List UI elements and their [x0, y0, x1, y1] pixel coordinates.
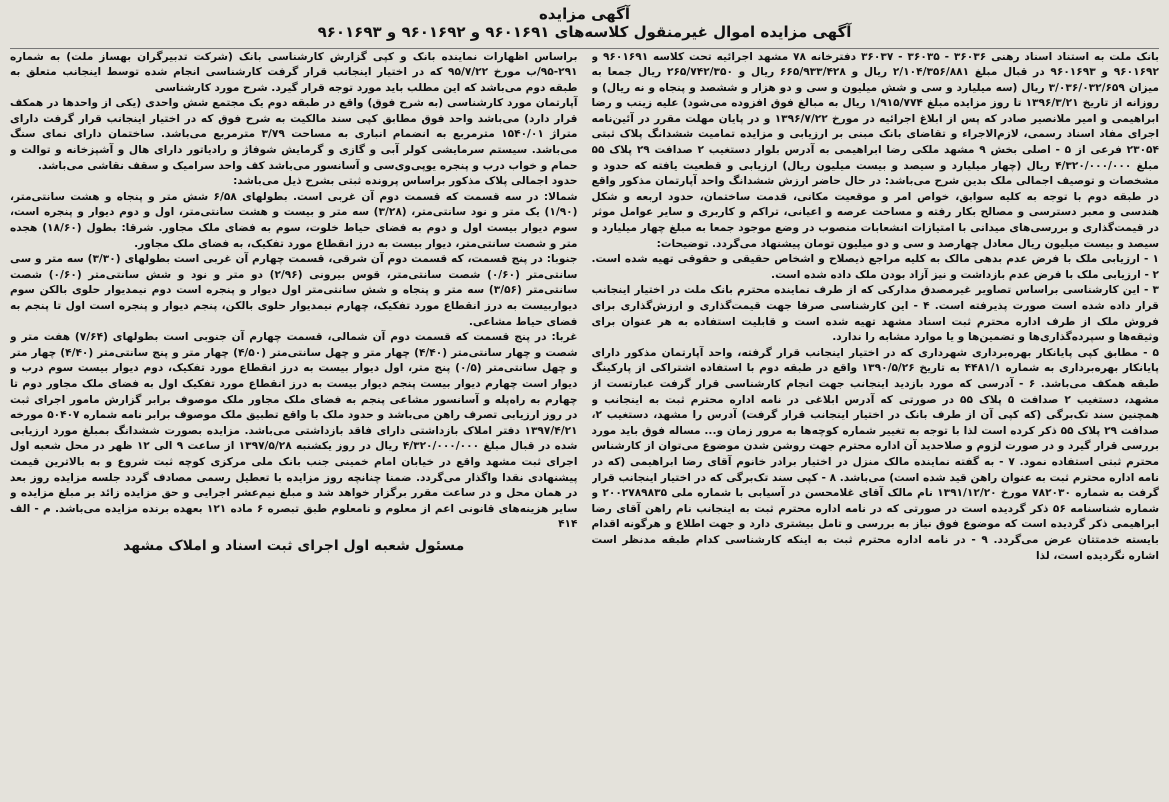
paragraph: بانک ملت به استناد اسناد رهنی ۳۶۰۳۶ - ۳۶۰۳۵ - ۳۶۰۳۷ دفترخانه ۷۸ مشهد اجرائیه تحت کلاسه ۹۶۰۱۶۹۱ و ۹۶۰۱۶۹۲ و ۹۶۰۱۶۹۳ در قبال مبلغ ۲/۱۰۴/۳۵۶/۸۸۱ ریال و ۶۶۵/۹۳۳/۴۲۸ ریال و ۲۶۵/۷۴۲/۳۵۰ ریال جمعا به میزان ۳/۰۳۶/۰۳۲/۶۵۹ ریال (سه میلیارد و سی و شش میلیون و سی و دو هزار و ششصد و پنجاه و نه ریال) و روزانه از تاریخ ۱۳۹۶/۳/۲۱ تا روز مزایده مبلغ ۱/۹۱۵/۷۷۴ ریال به مبالغ فوق افزوده می‌شود) علیه زینب و رضا ابراهیمی و امیر ملانصیر صادر که پس از ابلاغ اجرائیه در مورخ ۱۳۹۶/۷/۲۲ و در پایان مهلت مقرر در آئین‌نامه اجرای مفاد اسناد رسمی، لازم‌الاجراء و تقاضای بانک مبنی بر ارزیابی و مزایده تمامیت ششدانگ پلاک ثبتی ۲۳۰۵۴ فرعی از ۵ - اصلی بخش ۹ مشهد ملکی رضا ابراهیمی به آدرس بلوار دستغیب ۲ صدافت ۲۹ پلاک ۵۵ مبلغ ۴/۳۲۰/۰۰۰/۰۰۰ ریال (چهار میلیارد و سیصد و بیست میلیون ریال) ارزیابی و قطعیت یافته که حدود و مشخصات و توصیف اجمالی ملک بدین شرح می‌باشد: در حال حاضر ارزش ششدانگ واحد آپارتمان مذکور واقع در طبقه دوم با توجه به کلیه سوابق، خواص امر و موقعیت مکانی، قدمت ساختمان، حدود اربعه و شکل هندسی و معبر دسترسی و مصالح بکار رفته و مساحت عرصه و اعیانی، تراکم و کاربری و سایر عوامل موثر در قیمت‌گذاری و بررسی‌های میدانی با امتیازات انشعابات منصوب در وضع موجود جمعا به مبلغ چهار میلیارد و سیصد و بیست میلیون ریال معادل چهارصد و سی و دو میلیون تومان پیشنهاد می‌گردد. توضیحات: — [591, 50, 1159, 250]
paragraph: ۱ - ارزیابی ملک با فرض عدم بدهی مالک به کلیه مراجع ذیصلاح و اشخاص حقیقی و حقوقی تهیه شده است. ۲ - ارزیابی ملک با فرض عدم بازداشت و نیز آزاد بودن ملک داده شده است. — [591, 253, 1159, 281]
left-column — [10, 50, 578, 565]
signature: مسئول شعبه اول اجرای ثبت اسناد و املاک مشهد — [123, 537, 465, 554]
notice-title: آگهی مزایده — [538, 5, 631, 23]
header-divider — [10, 48, 1159, 49]
paragraph: شمالا: در سه قسمت که قسمت دوم آن غربی است. بطولهای ۶/۵۸ شش متر و پنجاه و هشت سانتی‌متر، (۱/۹۰) یک متر و نود سانتی‌متر، (۳/۲۸) سه متر و بیست و هشت سانتی‌متر، اول و دوم دیوار و پنجره است، سوم دیوار بیست اول و دوم به فضای حیاط خلوت، سوم به فضای ملک مجاور. شرقا: بطول (۱۸/۶۰) هجده متر و شصت سانتی‌متر، دیوار بیست به درز انقطاع مورد تفکیک، به فضای ملک مجاور. — [10, 190, 578, 250]
paragraph: براساس اظهارات نماینده بانک و کپی گزارش کارشناسی بانک (شرکت تدبیرگران بهساز ملت) به شماره ۲۹۱-۹۵/ب مورخ ۹۵/۷/۲۲ که در اختیار اینجانب قرار گرفت کارشناسی انجام شده توسط اینجانب متعلق به طبقه دوم می‌باشد که این مطلب باید مورد توجه قرار گیرد. شرح مورد کارشناسی — [10, 50, 578, 94]
notice-header — [10, 6, 1159, 42]
paragraph: ۵ - مطابق کپی پایانکار بهره‌برداری شهرداری که در اختیار اینجانب قرار گرفته، واحد آپارتمان مذکور دارای پایانکار بهره‌برداری به شماره ۴۴۸۱/۱ به تاریخ ۱۳۹۰/۵/۲۶ واقع در طبقه دوم با استفاده اشتراکی از پارکینگ طبقه همکف می‌باشد. ۶ - آدرسی که مورد بازدید اینجانب جهت انجام کارشناسی قرار گرفت عبارتست از مشهد، دستغیب ۲ صدافت ۵ پلاک ۵۵ در صورتی که آدرس ابلاغی در نامه اداره محترم ثبت به اینجانب و همچنین سند تک‌برگی (که کپی آن از طرف بانک در اختیار اینجانب قرار گرفت) آدرس را مشهد، دستغیب ۲، صدافت ۲۹ پلاک ۵۵ ذکر کرده است لذا با توجه به تغییر شماره کوچه‌ها به مرور زمان و... مساله فوق باید مورد بررسی قرار گیرد و در صورت لزوم و صلاحدید آن اداره محترم جهت روشن شدن موضوع می‌توان از کارشناس محترم ثبتی استفاده نمود. ۷ - به گفته نماینده مالک منزل در اختیار برادر خانوم آقای رضا ابراهیمی (که در نامه اداره محترم ثبت به عنوان راهن قید شده است) می‌باشد. ۸ - کپی سند تک‌برگی که در اختیار اینجانب قرار گرفت به شماره ۷۸۲۰۳۰ مورخ ۱۳۹۱/۱۲/۲۰ نام مالک آقای غلامحسن در آسیابی با شماره ملی ۲۰۰۲۷۸۹۸۳۵ و شماره شناسنامه ۵۶ ذکر گردیده است در صورتی که در نامه اداره محترم ثبت به اینجانب نام راهن آقای رضا ابراهیمی ذکر گردیده است که موضوع فوق نیاز به بررسی و تامل بیشتری دارد و جهت اطلاع و هرگونه اقدام بایسته خدمتتان عرض می‌گردد. ۹ - در نامه اداره محترم ثبت به اینکه کارشناسی کدام طبقه مدنظر است اشاره نگردیده است، لذا — [591, 346, 1159, 562]
paragraph: جنوبا: در پنج قسمت، که قسمت دوم آن شرقی، قسمت چهارم آن غربی است بطولهای (۳/۳۰) سه متر و سی سانتی‌متر (۰/۶۰) شصت سانتی‌متر، قوس بیرونی (۲/۹۶) دو متر و نود و شش سانتی‌متر (۰/۶۰) شصت سانتی‌متر (۳/۵۶) سه متر و پنجاه و شش سانتی‌متر اول دیوار و پنجره است دوم نیمدیوار حلوی بالکن سوم دیواربیست به درز انقطاع مورد تفکیک، چهارم نیمدیوار حلوی بالکن، پنجم دیوار و پنجره است اول تا پنجم به فضای حیاط مشاعی. — [10, 253, 578, 328]
paragraph: ۳ - این کارشناسی براساس تصاویر غیرمصدق مدارکی که از طرف نماینده محترم بانک ملت در اختیار اینجانب قرار داده شده است صورت پذیرفته است. ۴ - این کارشناسی صرفا جهت قیمت‌گذاری و ارزش‌گذاری برای فروش ملک از طرف اداره محترم ثبت اسناد مشهد تهیه شده است و قابلیت استفاده به هر عنوان برای وثیقه‌ها و سپرده‌گذاری‌ها و تضمین‌ها و یا موارد مشابه را ندارد. — [591, 284, 1159, 344]
notice-subtitle: آگهی مزایده اموال غیرمنقول کلاسه‌های ۹۶۰۱۶۹۱ و ۹۶۰۱۶۹۲ و ۹۶۰۱۶۹۳ — [317, 23, 852, 42]
paragraph: حدود اجمالی پلاک مذکور براساس پرونده ثبتی بشرح ذیل می‌باشد: — [233, 175, 578, 188]
notice-body — [10, 50, 1159, 565]
paragraph: غربا: در پنج قسمت که قسمت دوم آن شمالی، قسمت چهارم آن جنوبی است بطولهای (۷/۶۴) هفت متر و شصت و چهار سانتی‌متر (۴/۴۰) چهار متر و چهل سانتی‌متر (۴/۵۰) چهار متر و پنج سانتی‌متر (۴/۴۰) چهار متر و چهل سانتی‌متر (۰/۵) پنج متر، اول دیوار بیست به درز انقطاع مورد تفکیک، دوم دیوار بیست سوم درب و دیوار است چهارم دیوار بیست پنجم دیوار بیست به درز انقطاع مورد تفکیک اول به فضای ملک مجاور دوم تا چهارم به راه‌پله و آسانسور مشاعی پنجم به فضای ملک مجاور ملک موصوف برابر گزارش مامور اجرای ثبت در روز ارزیابی تصرف راهن می‌باشد و حدود ملک با واقع تطبیق ملک موصوف برابر نامه شماره ۵۰۴۰۷ مورخه ۱۳۹۷/۴/۲۱ دفتر املاک بازداشتی دارای فاقد بازداشتی می‌باشد. مزایده بصورت ششدانگ بمبلغ مورد ارزیابی شده در قبال مبلغ ۴/۳۲۰/۰۰۰/۰۰۰ ریال در روز یکشنبه ۱۳۹۷/۵/۲۸ از ساعت ۹ الی ۱۲ ظهر در محل شعبه اول اجرای ثبت مشهد واقع در خیابان امام خمینی جنب بانک ملی مرکزی کوچه ثبت شروع و به بالاترین قیمت پیشنهادی نقدا واگذار می‌گردد. ضمنا چنانچه روز مزایده با تعطیل رسمی مصادف گردد جلسه مزایده روز بعد در همان محل و در ساعت مقرر برگزار خواهد شد و مبلغ نیم‌عشر اجرایی و حق مزایده زائد بر مبلغ مزایده و سایر هزینه‌های قانونی اعم از معلوم و نامعلوم طبق تبصره ۶ ماده ۱۲۱ بعهده برنده مزایده می‌باشد. م - الف ۴۱۴ — [10, 331, 578, 531]
paragraph: آپارتمان مورد کارشناسی (به شرح فوق) واقع در طبقه دوم یک مجتمع شش واحدی (یکی از واحدها در همکف قرار دارد) می‌باشد واحد فوق مطابق کپی سند مالکیت به شرح فوق که در اختیار اینجانب قرار گرفت دارای متراژ ۱۵۴۰/۰۱ مترمربع به انضمام انباری به مساحت ۳/۷۹ مترمربع می‌باشد. ساختمان دارای نمای سنگ می‌باشد. سیستم سرمایشی کولر آبی و گازی و گرمایش شوفاژ و رادیاتور دارای هال و آشپزخانه و توالت و حمام و خواب درب و پنجره یوپی‌وی‌سی و آسانسور می‌باشد کف واحد سرامیک و سقف نقاشی می‌باشد. — [10, 97, 578, 172]
right-column — [592, 50, 1160, 565]
